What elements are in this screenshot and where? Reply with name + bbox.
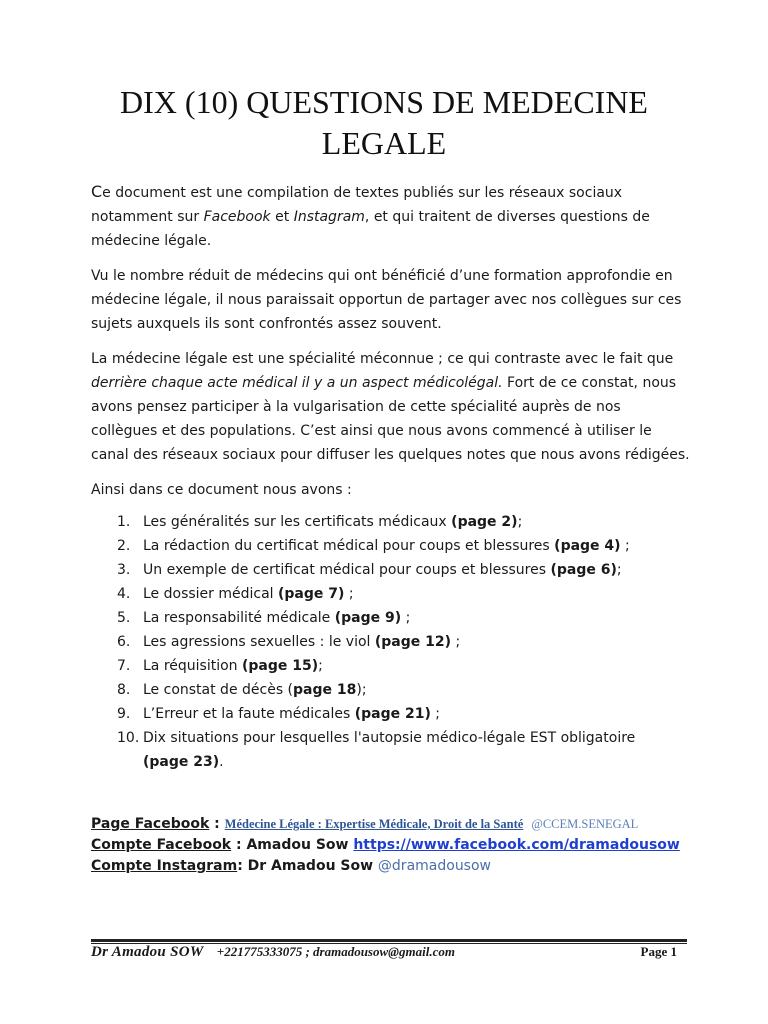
toc-item [91, 654, 691, 678]
facebook-account-link[interactable]: https://www.facebook.com/dramadousow [353, 837, 680, 853]
instagram-row [91, 856, 711, 877]
toc-page: (page 6) [550, 562, 617, 578]
toc-page: (page 12) [374, 634, 452, 650]
title-line-1: DIX (10) QUESTIONS DE MEDECINE [120, 84, 648, 120]
intro-paragraph-4: Ainsi dans ce document nous avons : [91, 482, 352, 498]
facebook-account-label: Compte Facebook [91, 837, 232, 853]
toc-number: 3. [117, 562, 131, 578]
toc-item [91, 726, 691, 774]
intro-paragraph-2: Vu le nombre réduit de médecins qui ont bénéficié d’une formation approfondie en médecine légale, il nous paraissait opportun de partager avec nos collègues sur ces sujets auxquels ils sont confrontés assez souvent. [91, 268, 682, 332]
intro-p3-text-b: Fort de ce constat, nous avons pensez participer à la vulgarisation de cette spécialité auprès de nos collègues et des populations. C’est ainsi que nous avons commencé à utiliser le canal des réseaux sociaux pour diffuser les quelques notes que nous avons rédigées. [91, 375, 690, 463]
facebook-mention: Facebook [203, 209, 271, 225]
toc-item [91, 630, 691, 654]
toc-item [91, 558, 691, 582]
toc-page: (page 15) [242, 658, 319, 674]
toc-number: 9. [117, 706, 131, 722]
toc-end: ; [620, 538, 630, 554]
instagram-label: Compte Instagram [91, 858, 238, 874]
page-number: Page 1 [640, 944, 677, 959]
toc-text: L’Erreur et la faute médicales [143, 706, 355, 722]
toc-end: ; [616, 562, 622, 578]
contact-block [91, 814, 711, 877]
toc-end: ; [451, 634, 461, 650]
toc-page: (page 2) [451, 514, 518, 530]
toc-end: . [219, 754, 224, 770]
intro-p3-text-a: La médecine légale est une spécialité méconnue ; ce qui contraste avec le fait que [91, 351, 674, 367]
author-contact: +221775333075 ; dramadousow@gmail.com [216, 944, 455, 959]
instagram-mention: Instagram [293, 209, 365, 225]
toc-number: 4. [117, 586, 131, 602]
toc-page: (page 9) [334, 610, 402, 626]
instagram-handle-link[interactable]: @dramadousow [377, 858, 491, 874]
author-signature: Dr Amadou SOW [91, 944, 204, 960]
toc-end: ; [517, 514, 523, 530]
facebook-page-handle[interactable]: @CCEM.SENEGAL [531, 817, 639, 831]
facebook-account-row [91, 835, 711, 856]
toc-page: (page 23) [143, 754, 220, 770]
toc-text: Un exemple de certificat médical pour coups et blessures [143, 562, 551, 578]
facebook-account-name: : Amadou Sow [231, 837, 354, 853]
toc-end: ); [356, 682, 367, 698]
toc-page: (page 7) [278, 586, 345, 602]
toc-item [91, 702, 691, 726]
toc-text: La réquisition [143, 658, 242, 674]
toc-end: ; [318, 658, 323, 674]
intro-paragraph-1 [91, 180, 691, 253]
toc-number: 5. [117, 610, 131, 626]
toc-item [91, 678, 691, 702]
intro-p1-text-c: , et qui traitent de diverses questions de médecine légale. [91, 209, 650, 249]
page-title [60, 82, 708, 164]
toc-item [91, 534, 691, 558]
title-line-2: LEGALE [321, 125, 447, 161]
toc-text: Le dossier médical [143, 586, 279, 602]
toc-number: 10. [117, 730, 140, 746]
intro-p1-text-b: et [270, 209, 294, 225]
toc-text: La responsabilité médicale [143, 610, 335, 626]
toc-text: Les généralités sur les certificats médicaux [143, 514, 452, 530]
toc-number: 7. [117, 658, 131, 674]
toc-page: (page 21) [354, 706, 431, 722]
toc-number: 1. [117, 514, 131, 530]
intro-p1-text-a: e document est une compilation de textes publiés sur les réseaux sociaux notamment sur [91, 185, 623, 225]
facebook-page-label: Page Facebook [91, 816, 210, 832]
toc-text: Le constat de décès ( [143, 682, 294, 698]
table-of-contents [91, 510, 691, 774]
toc-number: 8. [117, 682, 131, 698]
toc-text: Dix situations pour lesquelles l'autopsie médico-légale EST obligatoire [143, 730, 636, 746]
intro-paragraph-3 [91, 347, 691, 467]
toc-end: ; [401, 610, 411, 626]
footer-rule-thick [91, 939, 687, 942]
facebook-page-row [91, 814, 711, 835]
toc-page: page 18 [293, 682, 357, 698]
intro-p3-emphasis: derrière chaque acte médical il y a un aspect médicolégal. [91, 375, 503, 391]
toc-page: (page 4) [554, 538, 621, 554]
document-body [91, 180, 691, 774]
facebook-page-separator: : [209, 816, 225, 832]
facebook-page-link[interactable]: Médecine Légale : Expertise Médicale, Droit de la Santé [224, 817, 524, 831]
drop-letter: C [91, 182, 103, 201]
toc-end: ; [344, 586, 354, 602]
toc-item [91, 510, 691, 534]
toc-number: 2. [117, 538, 131, 554]
toc-end: ; [430, 706, 441, 722]
page-footer [91, 944, 687, 962]
toc-text: La rédaction du certificat médical pour coups et blessures [143, 538, 555, 554]
toc-item [91, 582, 691, 606]
toc-item [91, 606, 691, 630]
toc-number: 6. [117, 634, 131, 650]
instagram-name: : Dr Amadou Sow [237, 858, 378, 874]
toc-text: Les agressions sexuelles : le viol [143, 634, 375, 650]
